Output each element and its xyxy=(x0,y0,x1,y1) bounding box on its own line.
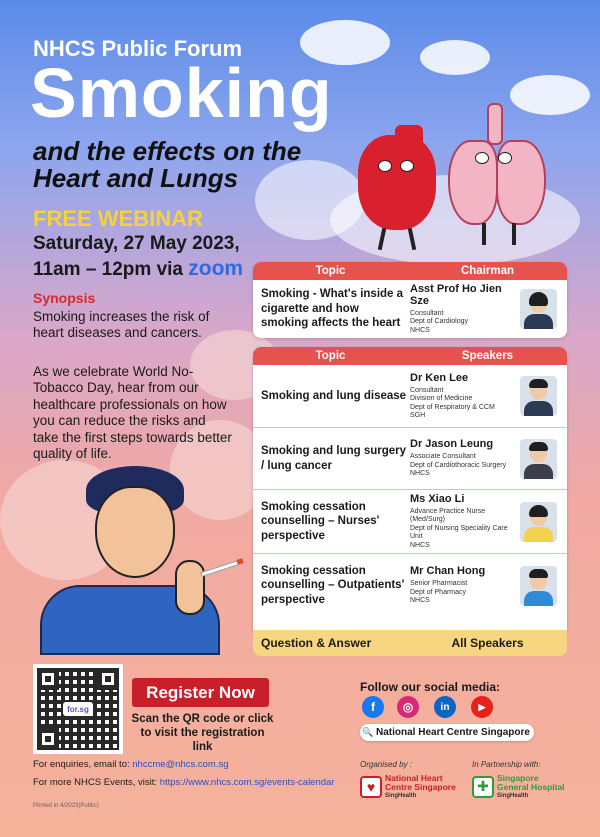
organised-label: Organised by : xyxy=(360,760,413,769)
events-prefix: For more NHCS Events, visit: xyxy=(33,777,158,788)
person-info xyxy=(408,438,520,478)
role-line: Division of Medicine xyxy=(410,395,473,403)
speaker-photo xyxy=(520,439,557,479)
partner-label: In Partnership with: xyxy=(472,760,541,769)
role-line: Consultant xyxy=(410,386,444,394)
chairman-table-header xyxy=(253,262,567,280)
role-line: NHCS xyxy=(410,326,430,334)
social-search-pill[interactable] xyxy=(360,724,534,741)
person-info xyxy=(408,372,520,421)
person-name: Dr Ken Lee xyxy=(410,371,469,384)
lung-left xyxy=(448,140,498,225)
free-webinar-label: FREE WEBINAR xyxy=(33,206,203,231)
register-now-button[interactable]: Register Now xyxy=(132,678,269,707)
role-line: Dept of Nursing Speciality Care Unit xyxy=(410,524,508,541)
topic-text: Smoking - What's inside a cigarette and how smoking affects the heart xyxy=(261,288,404,330)
org-name-line: Centre Singapore xyxy=(385,782,456,793)
page-title: Smoking xyxy=(30,54,333,132)
enquiry-email-link[interactable]: nhccme@nhcs.com.sg xyxy=(132,759,229,770)
org-name-line: National Heart xyxy=(385,773,443,783)
col-topic: Topic xyxy=(315,350,346,362)
event-date: Saturday, 27 May 2023, xyxy=(33,233,240,254)
cloud-decoration xyxy=(510,75,590,115)
event-time-line xyxy=(33,256,243,282)
person-info xyxy=(408,493,520,550)
event-time: 11am – 12pm via xyxy=(33,258,183,280)
heart-body xyxy=(358,135,436,230)
person-role xyxy=(410,387,520,421)
lungs-leg xyxy=(482,223,486,245)
social-heading: Follow our social media: xyxy=(360,680,501,694)
synopsis-paragraph-2: As we celebrate World No-Tobacco Day, hear from our healthcare professionals on how you can reduce the risks and take the first steps towards better quality of life. xyxy=(33,364,232,462)
lungs-eye xyxy=(498,152,512,164)
role-line: SGH xyxy=(410,411,426,419)
printed-note: Printed in 4/2023(Public) xyxy=(33,803,99,809)
partner-name-line: Singapore xyxy=(497,773,539,783)
nhcs-logo xyxy=(360,774,456,799)
forum-label: NHCS Public Forum xyxy=(33,36,243,61)
sgh-logo-icon: ✚ xyxy=(472,776,494,798)
events-url-link[interactable]: https://www.nhcs.com.sg/events-calendar xyxy=(159,777,335,788)
col-topic: Topic xyxy=(315,265,346,277)
synopsis-paragraph-1: Smoking increases the risk of heart diseases and cancers. xyxy=(33,309,210,341)
col-speakers: Speakers xyxy=(461,350,514,362)
synopsis-heading: Synopsis xyxy=(33,290,96,306)
event-datetime xyxy=(33,232,243,282)
role-line: Dept of Pharmacy xyxy=(410,588,467,596)
partner-sub: SingHealth xyxy=(497,792,529,799)
person-role xyxy=(410,580,520,605)
qa-label: Question & Answer xyxy=(261,636,372,650)
lungs-leg xyxy=(512,223,516,245)
enquiry-line xyxy=(33,759,229,770)
chairman-photo xyxy=(520,289,557,329)
smoker-arm xyxy=(175,560,205,615)
heart-eye xyxy=(400,160,414,172)
role-line: NHCS xyxy=(410,597,430,605)
person-name: Mr Chan Hong xyxy=(410,565,486,578)
page-subtitle: and the effects on the Heart and Lungs xyxy=(33,136,302,194)
facebook-icon[interactable]: f xyxy=(362,696,384,718)
search-text: National Heart Centre Singapore xyxy=(376,727,530,738)
topic-text: Smoking and lung surgery / lung cancer xyxy=(261,445,407,472)
speaker-row xyxy=(253,365,567,427)
qr-logo: for.sg xyxy=(63,702,93,716)
role-line: Dept of Cardiology xyxy=(410,318,468,326)
chairman-row xyxy=(253,280,567,338)
role-line: NHCS xyxy=(410,541,430,549)
qr-pattern xyxy=(37,668,119,750)
partner-name-line: General Hospital xyxy=(497,782,565,793)
lungs-trachea xyxy=(487,103,503,145)
sgh-logo-text xyxy=(497,774,565,799)
events-line xyxy=(33,777,334,788)
speaker-row xyxy=(253,553,567,617)
youtube-icon[interactable]: ▶ xyxy=(471,696,493,718)
role-line: Consultant xyxy=(410,309,444,317)
qa-row xyxy=(253,630,567,656)
person-name: Asst Prof Ho Jien Sze xyxy=(410,282,502,307)
role-line: Senior Pharmacist xyxy=(410,580,468,588)
person-info xyxy=(408,565,520,605)
chairman-table xyxy=(253,262,567,338)
speaker-photo xyxy=(520,502,557,542)
heart-eye xyxy=(378,160,392,172)
person-role xyxy=(410,508,520,550)
col-chairman: Chairman xyxy=(460,265,515,277)
qa-speakers: All Speakers xyxy=(451,636,524,650)
topic-text: Smoking and lung disease xyxy=(261,389,407,402)
topic-text: Smoking cessation counselling – Nurses' perspective xyxy=(261,500,380,542)
speakers-table-header xyxy=(253,347,567,365)
speaker-photo xyxy=(520,376,557,416)
nhcs-logo-text xyxy=(385,774,456,799)
person-role xyxy=(410,310,520,335)
speakers-table xyxy=(253,347,567,636)
qr-finder xyxy=(37,668,59,690)
cigarette-tip xyxy=(236,558,243,565)
person-role xyxy=(410,453,520,478)
role-line: Advance Practice Nurse (Med/Surg) xyxy=(410,508,486,524)
role-line: Dept of Cardiothoracic Surgery xyxy=(410,461,507,469)
linkedin-icon[interactable]: in xyxy=(434,696,456,718)
role-line: Associate Consultant xyxy=(410,453,476,461)
person-name: Dr Jason Leung xyxy=(410,438,494,451)
smoker-face xyxy=(95,486,175,578)
zoom-logo: zoom xyxy=(188,256,244,280)
speaker-row xyxy=(253,427,567,489)
enquiry-prefix: For enquiries, email to: xyxy=(33,759,130,770)
role-line: NHCS xyxy=(410,470,430,478)
qr-finder xyxy=(37,728,59,750)
cigarette xyxy=(200,560,240,577)
speaker-photo xyxy=(520,566,557,606)
sgh-logo xyxy=(472,774,565,799)
qr-finder xyxy=(97,668,119,690)
speaker-row xyxy=(253,489,567,553)
cloud-decoration xyxy=(420,40,490,75)
registration-qr-code[interactable] xyxy=(33,664,123,754)
instagram-icon[interactable]: ◎ xyxy=(397,696,419,718)
topic-text: Smoking cessation counselling – Outpatients' perspective xyxy=(261,564,405,606)
lungs-eye xyxy=(475,152,489,164)
role-line: Dept of Respiratory & CCM xyxy=(410,403,495,411)
person-info xyxy=(408,283,520,335)
search-icon: 🔍 xyxy=(362,727,374,737)
org-sub: SingHealth xyxy=(385,792,417,799)
heart-logo-icon: ♥ xyxy=(360,776,382,798)
person-name: Ms Xiao Li xyxy=(410,493,465,506)
registration-note: Scan the QR code or click to visit the registration link xyxy=(131,713,274,753)
